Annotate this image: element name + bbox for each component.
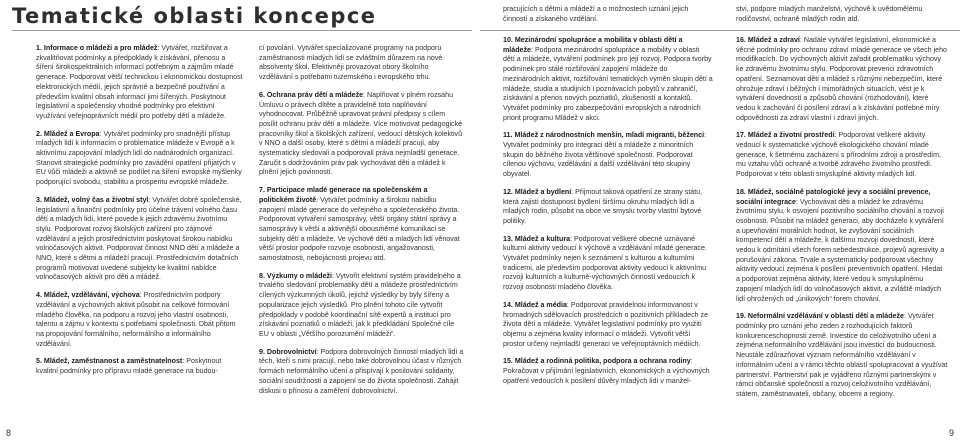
topic-item: 6. Ochrana práv dětí a mládeže: Naplňovat v plném rozsahu Úmluvu o právech dítěte a pravidelně toto naplňování vyhodnocovat. Průběžně upravovat právní předpisy s cílem posílit ochranu práv dětí a mládeže. Více motivovat pedagogické pracovníky škol a školských zařízení, vedoucí dětských kolektivů v NNO a další osoby, které s dětmi a mládeží pracují, aby systematicky sledovali a podporovali práva nejmladší generace. Zaručit s dodržováním práv pak vychovávat děti a mládež k plnění jejich povinností. — [259, 90, 463, 177]
topic-item: 19. Neformální vzdělávání v oblasti dětí a mládeže: Vytvářet podmínky pro uznání jeho zeden z rozhodujících faktorů konkurenceschopnosti země. Investice do celoživotního učení a zejména neformálního vzdělávání jsou investicí do budoucnosti. Neustále zdůrazňovat význam neformálního vzdělávání v informálním učení a v rámci těchto oblastí spolupracovat a využívat partnerství. Partnerství pak je vyjádřeno různými partnerskými v rámci občanské společnosti a rozvoj celoživotního vzdělávání, státem, zaměstnavateli, občany, obcemi a regiony. — [736, 312, 948, 398]
page-title: Tematické oblasti koncepce — [12, 4, 377, 28]
topic-item: 4. Mládež, vzdělávání, výchova: Prostřednictvím podpory vzdělávání a výchovných aktivit působit na celkové formování mladého člověka, na podporu a rozvoj jeho vlastní osobnosti, talentu a zájmu v kontextu s potřebami společnosti. Dbát přitom na propojování formálního, neformálního a informálního vzdělávání. — [36, 291, 236, 348]
topic-item: 13. Mládež a kultura: Podporovat veškeré obecné uznávané kulturní aktivity vedoucí k výchově a vzdělávání mladé generace. Vytvářet podmínky nejen k seznámení s kulturou a kulturními tradicemi, ale především podporovat aktivity vedoucí k aktivnímu rozvoji kulturních a kulturně-výchovných činností vedoucích k rozvoji osobnosti mladého člověka. — [503, 234, 707, 292]
topic-item: 11. Mládež z národnostních menšin, mladí migranti, běženci: Vytvářet podmínky pro integraci dětí a mládeže z minoritních skupin do běžného života většinové společnosti. Podporovat cílenou výchovu, vzdělávání a další vzdělávání této skupiny obyvatel. — [503, 131, 707, 179]
topic-item: 9. Dobrovolnictví: Podpora dobrovolných činností mladých lidí a těch, kteří s nimi pracují, nebo také dobrovolnou účast v různých formách neformálního učení a přispívají k posilování solidarity, sociální soudržnosti a zapojení se do života společnosti. Zahájit diskusi o přínosu a zaměření dobrovolnictví. — [259, 347, 464, 395]
topic-continuation: cí povolání. Vytvářet specializované programy na podporu zaměstnanosti mladých lidí se zvláštním důrazem na nové absolventy škol. Efektivněji provazovat obory školního vzdělávání s potřebami tuzemského i evropského trhu. — [259, 44, 443, 82]
topic-item: 15. Mládež a rodinná politika, podpora a ochrana rodiny: Pokračovat v přijímání legislativních, ekonomických a výchovných opatření vedoucích k posílení důvěry mladých lidí v manžel- — [503, 357, 710, 385]
right-page — [480, 0, 960, 442]
topic-item: 3. Mládež, volný čas a životní styl: Vytvářet dobré společenské, legislativní a finanční podmínky pro účelné trávení volného času dětí a mladých lidí, které povede k jejich zdravému životnímu stylu. Podporovat rozvoj školských zařízení pro zájmové vzdělávání a jejich prostřednictvím poskytovat širokou nabídku volnočasových aktivit. Podporovat činnost NNO dětí a mládeže a NNO, které s dětmi a mládeží pracují. Prostřednictvím dotačních programů motivovat uvedené subjekty ke kvalitní nabídce volnočasových aktivit pro děti a mládež. — [36, 195, 242, 282]
page-number: 8 — [6, 428, 12, 438]
topic-item: 16. Mládež a zdraví: Nadále vytvářet legislativní, ekonomické a věcné podmínky pro ochranu zdraví mladé generace ve všech jeho modifikacích. Do výchovných aktivit zařadit problematiku výchovy ke zdravému životnímu stylu. Podporovat prevenci zdravotních opatření. Seznamovat děti a mládež s různými nebezpečím, které ohrožuje zdraví i běžných i mimořádných situacích, vést je k vytváření dovedností a způsobů chování (rozhodování), které vedou k zachování či posílení zdraví a k získávání potřebné míry odpovědnosti za zdraví vlastní i zdraví jiných. — [736, 36, 947, 122]
topic-item: 5. Mládež, zaměstnanost a zaměstnatelnost: Poskytnout kvalitní podmínky pro přípravu mladé generace na budou- — [36, 357, 222, 376]
topic-item: 1. Informace o mládeži a pro mládež: Vytvářet, rozšiřovat a zkvalitňovat podmínky a předpoklady k získávání, přenosu a šíření širokospektrálních informací potřebným a zájmům mladé generace. Podporovat větší technickou i ekonomickou dostupnost elektronických médií, jejich správné a bezpečné používání a především kvalitní obsah informací jimi šířených. Poskytnout legislativní a společensky vhodné podmínky pro efektivní využívání veřejnoprávních médií pro potřeby dětí a mládeže. — [36, 44, 243, 120]
topic-item: 17. Mládež a životní prostředí: Podporovat veškeré aktivity vedoucí k systematické výchově ekologického chování mladé generace, k šetrnému zacházení s přírodními zdroji a prostředím, mu vztahu vůči ochraně a tvorbě zdravého životního prostředí. Podporovat v této oblasti smysluplné aktivity mladých lidí. — [736, 131, 942, 179]
page-number: 9 — [948, 428, 954, 438]
topic-item: 14. Mládež a média: Podporovat pravidelnou informovanost v hromadných sdělovacích prostředcích o pozitivních příkladech ze života dětí a mládeže. Vytvářet legislativní podmínky pro využití objemu a zejména kvality informací o mládeži. Vytvořit větší prostor určený nejmladší generaci ve veřejnoprávních médiích. — [503, 300, 709, 348]
topic-item: 7. Participace mladé generace na společenském a politickém životě: Vytvářet podmínky a širokou nabídku zapojení mladé generace do veřejného a společenského života. Podporovat vytváření samosprávy, větší orgány státní správy a samosprávy k větší a aktivnější obousměrné komunikaci se subjekty dětí a mládeže. Ve výchově dětí a mladých lidí věnovat větší prostor podpoře rozvoje osobnosti, angažovanosti, samostatnosti, nebojácnosti projevu atd. — [259, 186, 460, 263]
column-1 — [36, 44, 244, 385]
header-rule — [480, 30, 960, 31]
column-3-intro: pracujících s dětmi a mládeží a o možnostech uznání jejich činností a získaného vzdělání. — [503, 5, 689, 23]
column-2 — [259, 44, 464, 404]
column-4 — [736, 36, 948, 408]
column-4-intro: stvi, podpore mladých manželstvi, výchově k uvědomělému rodičovství, ochraně mladých rodin atd. — [736, 5, 923, 23]
topic-item: 10. Mezinárodní spolupráce a mobilita v oblasti dětí a mládeže: Podpora mezinárodní spolupráce a mobility v oblasti dětí a mládeže, vytváření podmínek pro její rozvoj. Podpora tvorby podmínek pro stálé rozšiřování zapojení mládeže do mezinárodních aktivit, rozšiřování tematických výměn skupin dětí a mládeže, studia a studijních i poznávacích pobytů v zahraničí, získávání a přenos nových poznatků, zkušeností a kontaktů. Vytvářet podmínky pro zabezpečování evropských a národních priorit programu Mládež v akci. — [503, 36, 713, 122]
topic-item: 18. Mládež, sociálně patologické jevy a sociální prevence, sociální integrace: Vychovávat děti a mládež ke zdravému životnímu stylu, k osvojení pozitivního sociálního chování a rozvoji osobnosti. Působit na mládež generaci, aby docházelo k vytváření a upevňování morálních hodnot, ke zvyšování sociálních kompetencí dětí a mládeže, k dalšímu rozvoji dovedností, které vedou k odmítání všech forem sebedestrukce, projevů agresivity a porušování zákona. Trvale a systematicky podporovat všechny aktivity vedoucí zejména k posílení preventivních opatření. Hledat a podporovat zejména aktivity, které vedou k smysluplnému zapojení mladých lidí do volnočasových aktivit, a zvláště mladých lidí ohrožených od „únikových“ forem chování. — [736, 187, 945, 303]
column-3 — [503, 36, 713, 395]
topic-item: 2. Mládež a Evropa: Vytvářet podmínky pro snadnější přístup mladých lidí k informacím o problematice mládeže v Evropě a k aktivnímu zapojování mladých lidí do nadnárodních organizací. Stanovit strategické podmínky pro zavádění opatření přijatých v EU vůči mládeži a aktivně se podílet na šíření evropské myšlenky podporující svobodu, stabilitu a prosperitu evropské mládeže. — [36, 129, 242, 187]
title-underline — [12, 30, 472, 31]
topic-item: 12. Mládež a bydlení: Přijmout taková opatření ze strany státu, která zajistí dostupnost bydlení širšímu okruhu mladých lidí a mladých rodin, působit na obce ve smyslu tvorby vlastní bytové politiky. — [503, 187, 703, 225]
topic-item: 8. Výzkumy o mládeži: Vytvořit efektivní systém pravidelného a trvalého sledování problematiky dětí a mládeže prostřednictvím cílených výzkumných úkolů, jejichž výsledky by byly šířeny a popularizace jejich výsledků. Pro plnění tohoto cíle vytvořit předpoklady v podobě koordinační sítě expertů a institucí pro získávání poznatků o mládeži, jak k předkládání Společné cíle EU v oblasti „Většího porozumění mládeži“. — [259, 271, 461, 338]
